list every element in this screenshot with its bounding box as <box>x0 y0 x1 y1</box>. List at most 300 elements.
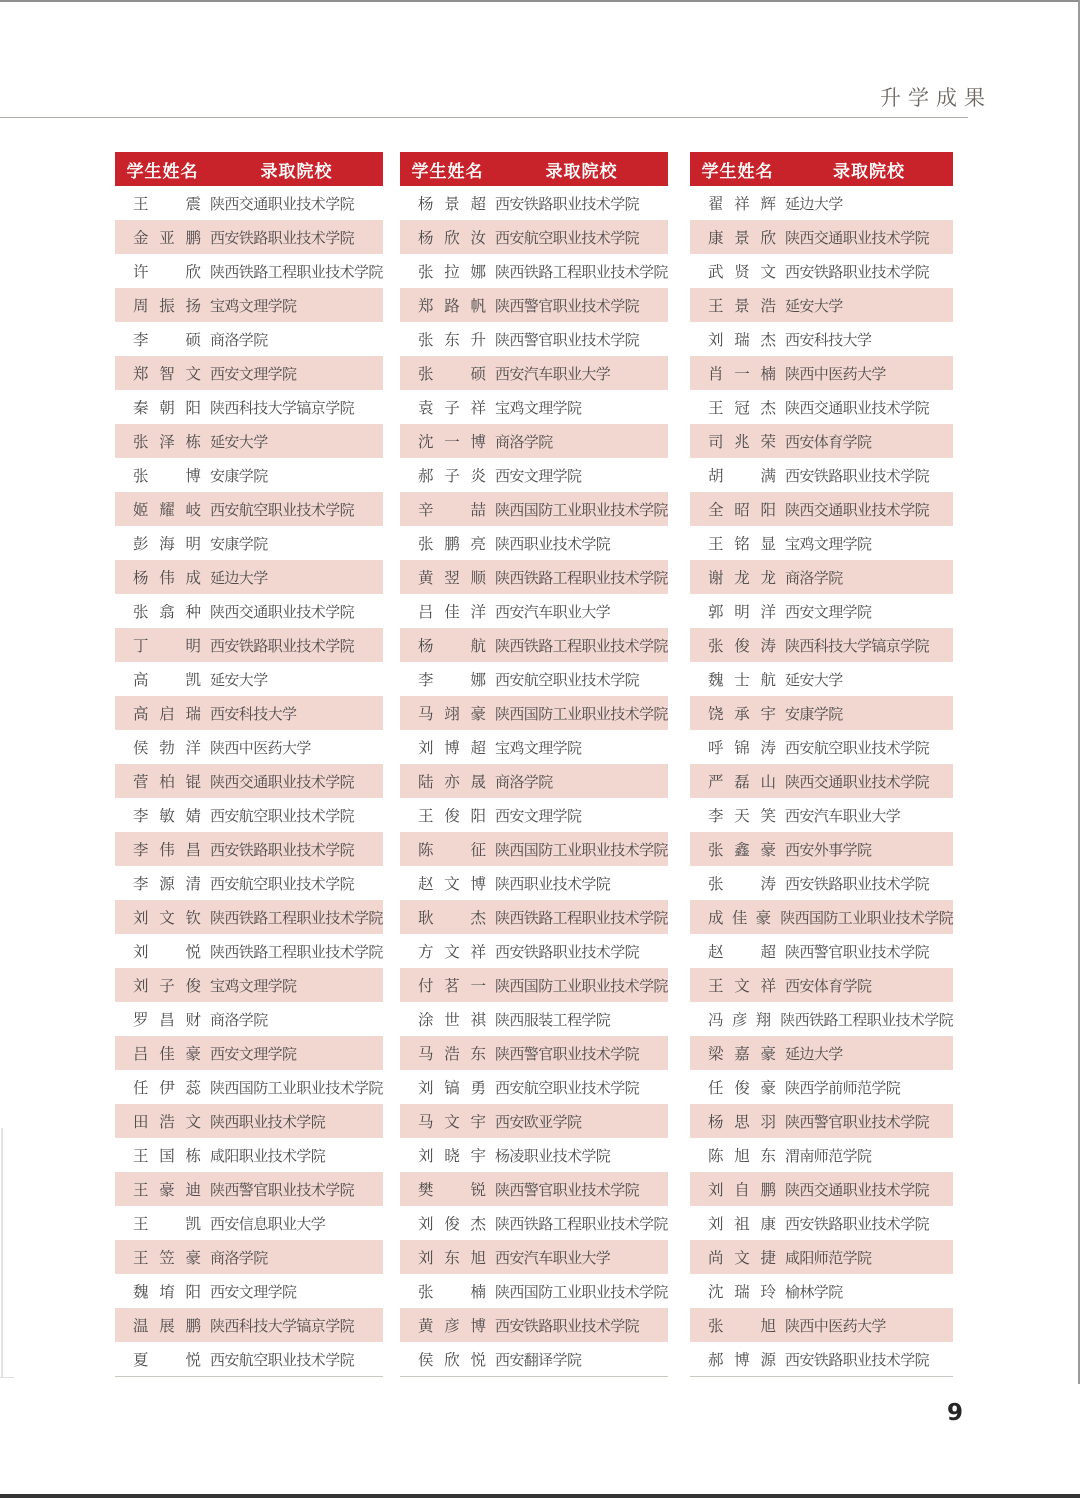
table-row <box>690 492 953 526</box>
table-row <box>400 662 668 696</box>
table-row <box>400 866 668 900</box>
student-name: 黄翌顺 <box>418 569 486 587</box>
table-row <box>400 1308 668 1342</box>
admitted-school: 陕西交通职业技术学院 <box>785 398 930 417</box>
admitted-school: 商洛学院 <box>210 330 268 349</box>
page-left-edge-tick <box>0 1377 14 1378</box>
table-row <box>115 696 383 730</box>
admitted-school: 西安铁路职业技术学院 <box>785 466 930 485</box>
student-name: 李 娜 <box>418 671 486 689</box>
admitted-school: 陕西交通职业技术学院 <box>785 1180 930 1199</box>
student-name: 刘瑞杰 <box>708 331 776 349</box>
student-name: 赵文博 <box>418 875 486 893</box>
admitted-school: 陕西交通职业技术学院 <box>785 500 930 519</box>
student-name: 王俊阳 <box>418 807 486 825</box>
table-row <box>400 1002 668 1036</box>
student-name: 成佳豪 <box>708 909 772 927</box>
student-name: 王景浩 <box>708 297 776 315</box>
table-row <box>690 560 953 594</box>
admitted-school: 西安铁路职业技术学院 <box>785 262 930 281</box>
student-name: 王 震 <box>133 195 201 213</box>
table-row <box>400 492 668 526</box>
admitted-school: 陕西交通职业技术学院 <box>210 194 355 213</box>
table-row <box>115 628 383 662</box>
table-row <box>115 492 383 526</box>
column-header-student-name: 学生姓名 <box>701 161 774 182</box>
table-row <box>690 424 953 458</box>
student-name: 张东升 <box>418 331 486 349</box>
admitted-school: 宝鸡文理学院 <box>210 296 297 315</box>
table-row <box>400 798 668 832</box>
student-name: 杨思羽 <box>708 1113 776 1131</box>
table-body <box>690 186 953 1376</box>
admitted-school: 陕西警官职业技术学院 <box>495 1180 640 1199</box>
student-name: 田浩文 <box>133 1113 201 1131</box>
student-name: 康景欣 <box>708 229 776 247</box>
student-name: 刘俊杰 <box>418 1215 486 1233</box>
table-row <box>690 1240 953 1274</box>
student-name: 黄彦博 <box>418 1317 486 1335</box>
student-name: 张鑫豪 <box>708 841 776 859</box>
admitted-school: 西安铁路职业技术学院 <box>210 228 355 247</box>
table-row <box>690 662 953 696</box>
admitted-school: 渭南师范学院 <box>785 1146 872 1165</box>
admitted-school: 西安航空职业技术学院 <box>495 228 640 247</box>
table-body <box>115 186 383 1376</box>
admitted-school: 咸阳职业技术学院 <box>210 1146 326 1165</box>
admitted-school: 西安航空职业技术学院 <box>495 670 640 689</box>
student-name: 张拉娜 <box>418 263 486 281</box>
page-bottom-edge <box>0 1494 1080 1498</box>
admitted-school: 陕西铁路工程职业技术学院 <box>780 1010 953 1029</box>
admitted-school: 陕西学前师范学院 <box>785 1078 901 1097</box>
table-row <box>690 1002 953 1036</box>
admitted-school: 陕西国防工业职业技术学院 <box>495 1282 668 1301</box>
student-name: 王铭显 <box>708 535 776 553</box>
admitted-school: 陕西科技大学镐京学院 <box>785 636 930 655</box>
student-name: 陈 征 <box>418 841 486 859</box>
admitted-school: 陕西警官职业技术学院 <box>785 942 930 961</box>
table-row <box>400 424 668 458</box>
table-row <box>400 730 668 764</box>
admitted-school: 陕西中医药大学 <box>785 1316 886 1335</box>
table-row <box>400 968 668 1002</box>
table-row <box>115 1104 383 1138</box>
student-name: 武贤文 <box>708 263 776 281</box>
admitted-school: 陕西科技大学镐京学院 <box>210 1316 355 1335</box>
student-name: 刘东旭 <box>418 1249 486 1267</box>
table-body <box>400 186 668 1376</box>
student-name: 杨欣汝 <box>418 229 486 247</box>
table-row <box>115 526 383 560</box>
admitted-school: 宝鸡文理学院 <box>495 398 582 417</box>
admissions-table-3 <box>690 152 953 1377</box>
student-name: 胡 满 <box>708 467 776 485</box>
student-name: 王国栋 <box>133 1147 201 1165</box>
admitted-school: 西安文理学院 <box>210 364 297 383</box>
table-row <box>115 390 383 424</box>
table-row <box>115 1138 383 1172</box>
admitted-school: 西安文理学院 <box>495 806 582 825</box>
student-name: 方文祥 <box>418 943 486 961</box>
student-name: 郝博源 <box>708 1351 776 1369</box>
admitted-school: 西安铁路职业技术学院 <box>210 840 355 859</box>
table-row <box>690 798 953 832</box>
table-row <box>115 1036 383 1070</box>
column-header-admitted-school: 录取院校 <box>545 161 618 182</box>
student-name: 马文宇 <box>418 1113 486 1131</box>
admitted-school: 陕西职业技术学院 <box>495 874 611 893</box>
student-name: 张鹏亮 <box>418 535 486 553</box>
student-name: 丁 明 <box>133 637 201 655</box>
student-name: 郑路帆 <box>418 297 486 315</box>
admitted-school: 陕西国防工业职业技术学院 <box>210 1078 383 1097</box>
admitted-school: 安康学院 <box>210 466 268 485</box>
table-header-row <box>690 152 953 186</box>
student-name: 菅柏锟 <box>133 773 201 791</box>
student-name: 许 欣 <box>133 263 201 281</box>
admitted-school: 西安航空职业技术学院 <box>785 738 930 757</box>
student-name: 郝子炎 <box>418 467 486 485</box>
table-row <box>115 866 383 900</box>
page-top-edge <box>0 0 1080 2</box>
table-row <box>115 934 383 968</box>
table-row <box>400 900 668 934</box>
admitted-school: 宝鸡文理学院 <box>785 534 872 553</box>
table-row <box>690 968 953 1002</box>
student-name: 刘晓宇 <box>418 1147 486 1165</box>
admitted-school: 陕西交通职业技术学院 <box>210 772 355 791</box>
student-name: 周振扬 <box>133 297 201 315</box>
table-row <box>400 1206 668 1240</box>
table-row <box>115 1070 383 1104</box>
table-row <box>690 390 953 424</box>
admissions-table-2 <box>400 152 668 1377</box>
table-row <box>690 866 953 900</box>
student-name: 王冠杰 <box>708 399 776 417</box>
admitted-school: 西安航空职业技术学院 <box>495 1078 640 1097</box>
admitted-school: 陕西中医药大学 <box>785 364 886 383</box>
table-row <box>400 390 668 424</box>
student-name: 金亚鹏 <box>133 229 201 247</box>
table-row <box>690 1172 953 1206</box>
header-rule <box>0 117 968 118</box>
admitted-school: 商洛学院 <box>210 1248 268 1267</box>
admitted-school: 陕西国防工业职业技术学院 <box>495 500 668 519</box>
table-row <box>690 628 953 662</box>
table-row <box>400 1342 668 1376</box>
table-row <box>690 764 953 798</box>
admitted-school: 西安体育学院 <box>785 432 872 451</box>
table-row <box>400 356 668 390</box>
table-row <box>400 1138 668 1172</box>
table-row <box>115 832 383 866</box>
student-name: 沈一博 <box>418 433 486 451</box>
student-name: 刘自鹏 <box>708 1181 776 1199</box>
admitted-school: 西安铁路职业技术学院 <box>785 874 930 893</box>
table-row <box>115 594 383 628</box>
student-name: 张 博 <box>133 467 201 485</box>
student-name: 严磊山 <box>708 773 776 791</box>
student-name: 张 硕 <box>418 365 486 383</box>
table-row <box>115 1240 383 1274</box>
admitted-school: 陕西铁路工程职业技术学院 <box>210 942 383 961</box>
admitted-school: 陕西警官职业技术学院 <box>495 296 640 315</box>
admitted-school: 延边大学 <box>210 568 268 587</box>
admitted-school: 陕西交通职业技术学院 <box>785 228 930 247</box>
table-row <box>400 322 668 356</box>
table-row <box>690 356 953 390</box>
student-name: 赵 超 <box>708 943 776 961</box>
table-row <box>115 458 383 492</box>
table-row <box>115 322 383 356</box>
table-row <box>115 424 383 458</box>
admitted-school: 西安铁路职业技术学院 <box>495 1316 640 1335</box>
table-row <box>115 764 383 798</box>
table-row <box>690 1206 953 1240</box>
admitted-school: 陕西国防工业职业技术学院 <box>780 908 953 927</box>
admitted-school: 陕西科技大学镐京学院 <box>210 398 355 417</box>
table-row <box>400 526 668 560</box>
admitted-school: 安康学院 <box>785 704 843 723</box>
table-row <box>400 186 668 220</box>
student-name: 肖一楠 <box>708 365 776 383</box>
table-row <box>690 594 953 628</box>
admitted-school: 陕西国防工业职业技术学院 <box>495 704 668 723</box>
admitted-school: 西安航空职业技术学院 <box>210 1350 355 1369</box>
student-name: 王 凯 <box>133 1215 201 1233</box>
admissions-table-1 <box>115 152 383 1377</box>
student-name: 张 楠 <box>418 1283 486 1301</box>
admitted-school: 西安文理学院 <box>785 602 872 621</box>
table-row <box>690 934 953 968</box>
student-name: 张泽栋 <box>133 433 201 451</box>
student-name: 刘 悦 <box>133 943 201 961</box>
table-row <box>690 322 953 356</box>
student-name: 谢龙龙 <box>708 569 776 587</box>
student-name: 张 涛 <box>708 875 776 893</box>
table-row <box>690 730 953 764</box>
column-header-admitted-school: 录取院校 <box>833 161 905 182</box>
table-header-row <box>400 152 668 186</box>
student-name: 高启瑞 <box>133 705 201 723</box>
table-row <box>400 832 668 866</box>
student-name: 全昭阳 <box>708 501 776 519</box>
admitted-school: 西安铁路职业技术学院 <box>495 194 640 213</box>
table-row <box>400 458 668 492</box>
student-name: 陆亦晟 <box>418 773 486 791</box>
student-name: 李伟昌 <box>133 841 201 859</box>
student-name: 姬耀岐 <box>133 501 201 519</box>
admitted-school: 商洛学院 <box>210 1010 268 1029</box>
admitted-school: 西安汽车职业大学 <box>495 364 611 383</box>
admitted-school: 宝鸡文理学院 <box>210 976 297 995</box>
student-name: 李 硕 <box>133 331 201 349</box>
table-row <box>690 1342 953 1376</box>
table-row <box>115 1172 383 1206</box>
table-row <box>690 220 953 254</box>
table-row <box>115 1342 383 1376</box>
student-name: 侯欣悦 <box>418 1351 486 1369</box>
student-name: 饶承宇 <box>708 705 776 723</box>
student-name: 翟祥辉 <box>708 195 776 213</box>
admitted-school: 陕西警官职业技术学院 <box>495 330 640 349</box>
table-row <box>690 832 953 866</box>
admitted-school: 商洛学院 <box>495 772 553 791</box>
table-row <box>400 1240 668 1274</box>
table-row <box>115 1206 383 1240</box>
admitted-school: 陕西交通职业技术学院 <box>785 772 930 791</box>
admitted-school: 商洛学院 <box>785 568 843 587</box>
student-name: 魏堉阳 <box>133 1283 201 1301</box>
table-row <box>690 1036 953 1070</box>
admitted-school: 陕西国防工业职业技术学院 <box>495 840 668 859</box>
student-name: 马浩东 <box>418 1045 486 1063</box>
student-name: 刘镐勇 <box>418 1079 486 1097</box>
student-name: 陈旭东 <box>708 1147 776 1165</box>
student-name: 呼锦涛 <box>708 739 776 757</box>
admitted-school: 商洛学院 <box>495 432 553 451</box>
student-name: 王笠豪 <box>133 1249 201 1267</box>
student-name: 吕佳豪 <box>133 1045 201 1063</box>
admitted-school: 西安汽车职业大学 <box>785 806 901 825</box>
table-row <box>115 1308 383 1342</box>
table-row <box>115 356 383 390</box>
admitted-school: 西安文理学院 <box>210 1282 297 1301</box>
admitted-school: 西安汽车职业大学 <box>495 602 611 621</box>
student-name: 张俊涛 <box>708 637 776 655</box>
student-name: 冯彦翔 <box>708 1011 772 1029</box>
table-row <box>400 696 668 730</box>
admitted-school: 西安科技大学 <box>785 330 872 349</box>
admitted-school: 陕西职业技术学院 <box>495 534 611 553</box>
table-row <box>400 1036 668 1070</box>
table-row <box>690 254 953 288</box>
table-row <box>400 1274 668 1308</box>
admitted-school: 陕西职业技术学院 <box>210 1112 326 1131</box>
student-name: 刘祖康 <box>708 1215 776 1233</box>
admitted-school: 西安航空职业技术学院 <box>210 874 355 893</box>
admitted-school: 西安外事学院 <box>785 840 872 859</box>
student-name: 袁子祥 <box>418 399 486 417</box>
student-name: 刘文钦 <box>133 909 201 927</box>
admitted-school: 延安大学 <box>785 296 843 315</box>
admitted-school: 延边大学 <box>785 194 843 213</box>
table-row <box>115 1274 383 1308</box>
admitted-school: 杨凌职业技术学院 <box>495 1146 611 1165</box>
admitted-school: 陕西铁路工程职业技术学院 <box>495 262 668 281</box>
table-row <box>115 288 383 322</box>
admitted-school: 陕西铁路工程职业技术学院 <box>210 908 383 927</box>
table-row <box>400 220 668 254</box>
student-name: 侯勃洋 <box>133 739 201 757</box>
student-name: 秦朝阳 <box>133 399 201 417</box>
table-row <box>400 594 668 628</box>
student-name: 付茗一 <box>418 977 486 995</box>
admitted-school: 延安大学 <box>210 432 268 451</box>
admitted-school: 陕西国防工业职业技术学院 <box>495 976 668 995</box>
admitted-school: 西安铁路职业技术学院 <box>495 942 640 961</box>
student-name: 王文祥 <box>708 977 776 995</box>
table-row <box>400 1172 668 1206</box>
admitted-school: 西安欧亚学院 <box>495 1112 582 1131</box>
table-row <box>115 1002 383 1036</box>
student-name: 高 凯 <box>133 671 201 689</box>
table-row <box>115 560 383 594</box>
table-row <box>690 1308 953 1342</box>
table-row <box>690 288 953 322</box>
admitted-school: 陕西铁路工程职业技术学院 <box>495 908 668 927</box>
admitted-school: 陕西交通职业技术学院 <box>210 602 355 621</box>
admitted-school: 陕西服装工程学院 <box>495 1010 611 1029</box>
admitted-school: 西安科技大学 <box>210 704 297 723</box>
admitted-school: 西安文理学院 <box>495 466 582 485</box>
student-name: 王豪迪 <box>133 1181 201 1199</box>
admitted-school: 西安航空职业技术学院 <box>210 500 355 519</box>
table-row <box>400 288 668 322</box>
table-row <box>690 526 953 560</box>
student-name: 郑智文 <box>133 365 201 383</box>
admitted-school: 陕西警官职业技术学院 <box>785 1112 930 1131</box>
table-row <box>690 1104 953 1138</box>
admitted-school: 陕西铁路工程职业技术学院 <box>495 1214 668 1233</box>
admitted-school: 陕西铁路工程职业技术学院 <box>495 636 668 655</box>
student-name: 马翊豪 <box>418 705 486 723</box>
student-name: 涂世祺 <box>418 1011 486 1029</box>
table-row <box>400 934 668 968</box>
student-name: 耿 杰 <box>418 909 486 927</box>
admitted-school: 西安铁路职业技术学院 <box>785 1214 930 1233</box>
student-name: 李天笑 <box>708 807 776 825</box>
admitted-school: 榆林学院 <box>785 1282 843 1301</box>
table-row <box>400 1070 668 1104</box>
admitted-school: 陕西铁路工程职业技术学院 <box>495 568 668 587</box>
admitted-school: 陕西铁路工程职业技术学院 <box>210 262 383 281</box>
admitted-school: 西安航空职业技术学院 <box>210 806 355 825</box>
table-row <box>115 662 383 696</box>
table-row <box>115 186 383 220</box>
admitted-school: 延边大学 <box>785 1044 843 1063</box>
admitted-school: 陕西中医药大学 <box>210 738 311 757</box>
student-name: 梁嘉豪 <box>708 1045 776 1063</box>
student-name: 魏士航 <box>708 671 776 689</box>
admitted-school: 西安翻译学院 <box>495 1350 582 1369</box>
table-row <box>400 1104 668 1138</box>
student-name: 沈瑞玲 <box>708 1283 776 1301</box>
table-row <box>690 186 953 220</box>
table-row <box>690 900 953 934</box>
student-name: 杨 航 <box>418 637 486 655</box>
admitted-school: 安康学院 <box>210 534 268 553</box>
admitted-school: 西安铁路职业技术学院 <box>210 636 355 655</box>
student-name: 张 旭 <box>708 1317 776 1335</box>
table-row <box>115 220 383 254</box>
student-name: 刘博超 <box>418 739 486 757</box>
table-row <box>115 254 383 288</box>
admitted-school: 咸阳师范学院 <box>785 1248 872 1267</box>
table-row <box>115 968 383 1002</box>
admitted-school: 延安大学 <box>210 670 268 689</box>
table-row <box>690 458 953 492</box>
student-name: 温展鹏 <box>133 1317 201 1335</box>
page-left-edge-artifact <box>1 1128 3 1378</box>
student-name: 杨伟成 <box>133 569 201 587</box>
student-name: 李敏婧 <box>133 807 201 825</box>
table-header-row <box>115 152 383 186</box>
table-row <box>400 628 668 662</box>
table-row <box>400 560 668 594</box>
student-name: 任伊蕊 <box>133 1079 201 1097</box>
